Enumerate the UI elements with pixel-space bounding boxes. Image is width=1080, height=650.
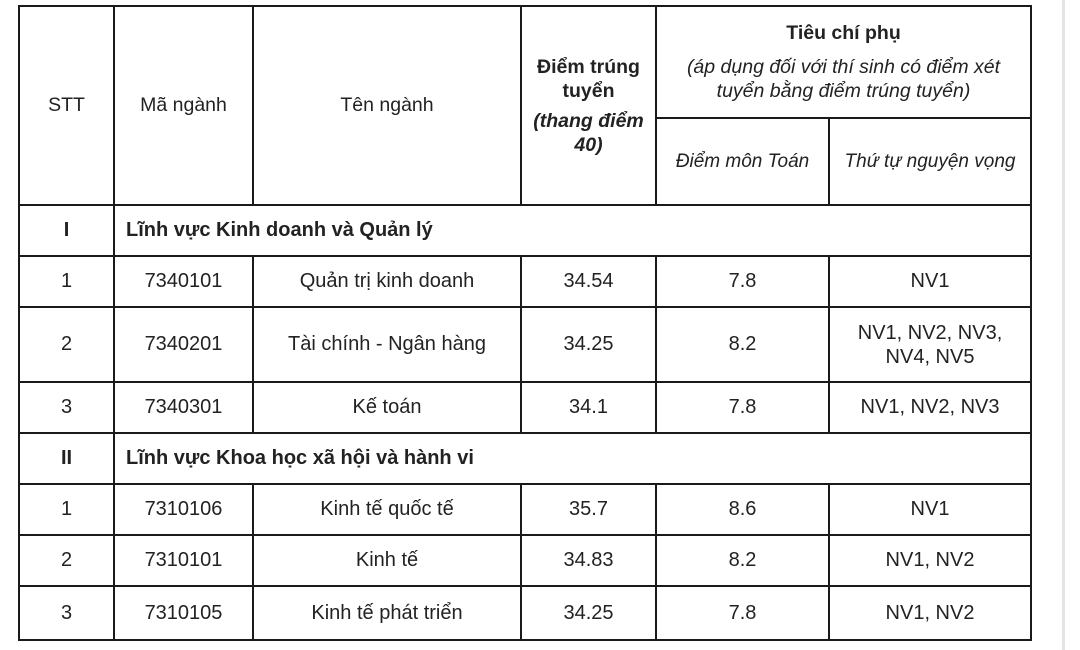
table-row [19, 307, 1031, 382]
cell-score: 34.25 [521, 307, 656, 382]
section-title: Lĩnh vực Kinh doanh và Quản lý [114, 205, 1031, 256]
header-tieu-chi-phu-cell [656, 6, 1031, 118]
cell-nv: NV1, NV2, NV3, NV4, NV5 [829, 307, 1031, 382]
cell-name: Kinh tế [253, 535, 521, 586]
cell-score: 35.7 [521, 484, 656, 535]
cell-code: 7340301 [114, 382, 253, 433]
cell-math: 8.6 [656, 484, 829, 535]
table-row [19, 256, 1031, 307]
header-row-top [19, 6, 1031, 118]
header-tieu-chi-phu-note: (áp dụng đối với thí sinh có điểm xét tuyển bằng điểm trúng tuyển) [686, 56, 1001, 102]
header-tieu-chi-phu: Tiêu chí phụ [786, 22, 901, 44]
admission-score-table [18, 5, 1032, 641]
cell-math: 8.2 [656, 307, 829, 382]
cell-name: Quản trị kinh doanh [253, 256, 521, 307]
section-row [19, 205, 1031, 256]
cell-stt: 1 [19, 256, 114, 307]
header-ten-nganh: Tên ngành [253, 6, 521, 205]
cell-code: 7310101 [114, 535, 253, 586]
cell-math: 7.8 [656, 256, 829, 307]
cell-stt: 2 [19, 535, 114, 586]
cell-nv: NV1, NV2 [829, 586, 1031, 640]
cell-score: 34.25 [521, 586, 656, 640]
page-scroll-edge [1062, 0, 1065, 650]
cell-stt: 3 [19, 586, 114, 640]
section-number: I [19, 205, 114, 256]
cell-name: Kinh tế phát triển [253, 586, 521, 640]
cell-stt: 3 [19, 382, 114, 433]
cell-stt: 2 [19, 307, 114, 382]
cell-code: 7310106 [114, 484, 253, 535]
cell-math: 8.2 [656, 535, 829, 586]
table-row [19, 484, 1031, 535]
cell-score: 34.54 [521, 256, 656, 307]
header-stt: STT [19, 6, 114, 205]
section-number: II [19, 433, 114, 484]
cell-nv: NV1, NV2, NV3 [829, 382, 1031, 433]
section-title: Lĩnh vực Khoa học xã hội và hành vi [114, 433, 1031, 484]
cell-nv: NV1 [829, 256, 1031, 307]
header-diem-trung-tuyen-cell [521, 6, 656, 205]
header-diem-trung-tuyen: Điểm trúng tuyển [537, 55, 640, 102]
cell-math: 7.8 [656, 382, 829, 433]
header-ma-nganh: Mã ngành [114, 6, 253, 205]
header-thu-tu-nguyen-vong: Thứ tự nguyện vọng [829, 118, 1031, 205]
cell-code: 7340201 [114, 307, 253, 382]
cell-name: Kinh tế quốc tế [253, 484, 521, 535]
cell-math: 7.8 [656, 586, 829, 640]
header-diem-mon-toan: Điểm môn Toán [656, 118, 829, 205]
cell-code: 7310105 [114, 586, 253, 640]
table-row [19, 535, 1031, 586]
cell-code: 7340101 [114, 256, 253, 307]
table-row [19, 382, 1031, 433]
cell-stt: 1 [19, 484, 114, 535]
section-row [19, 433, 1031, 484]
table-row [19, 586, 1031, 640]
cell-nv: NV1, NV2 [829, 535, 1031, 586]
cell-score: 34.1 [521, 382, 656, 433]
cell-score: 34.83 [521, 535, 656, 586]
cell-name: Kế toán [253, 382, 521, 433]
cell-name: Tài chính - Ngân hàng [253, 307, 521, 382]
header-thang-diem: (thang điểm 40) [533, 109, 644, 156]
cell-nv: NV1 [829, 484, 1031, 535]
